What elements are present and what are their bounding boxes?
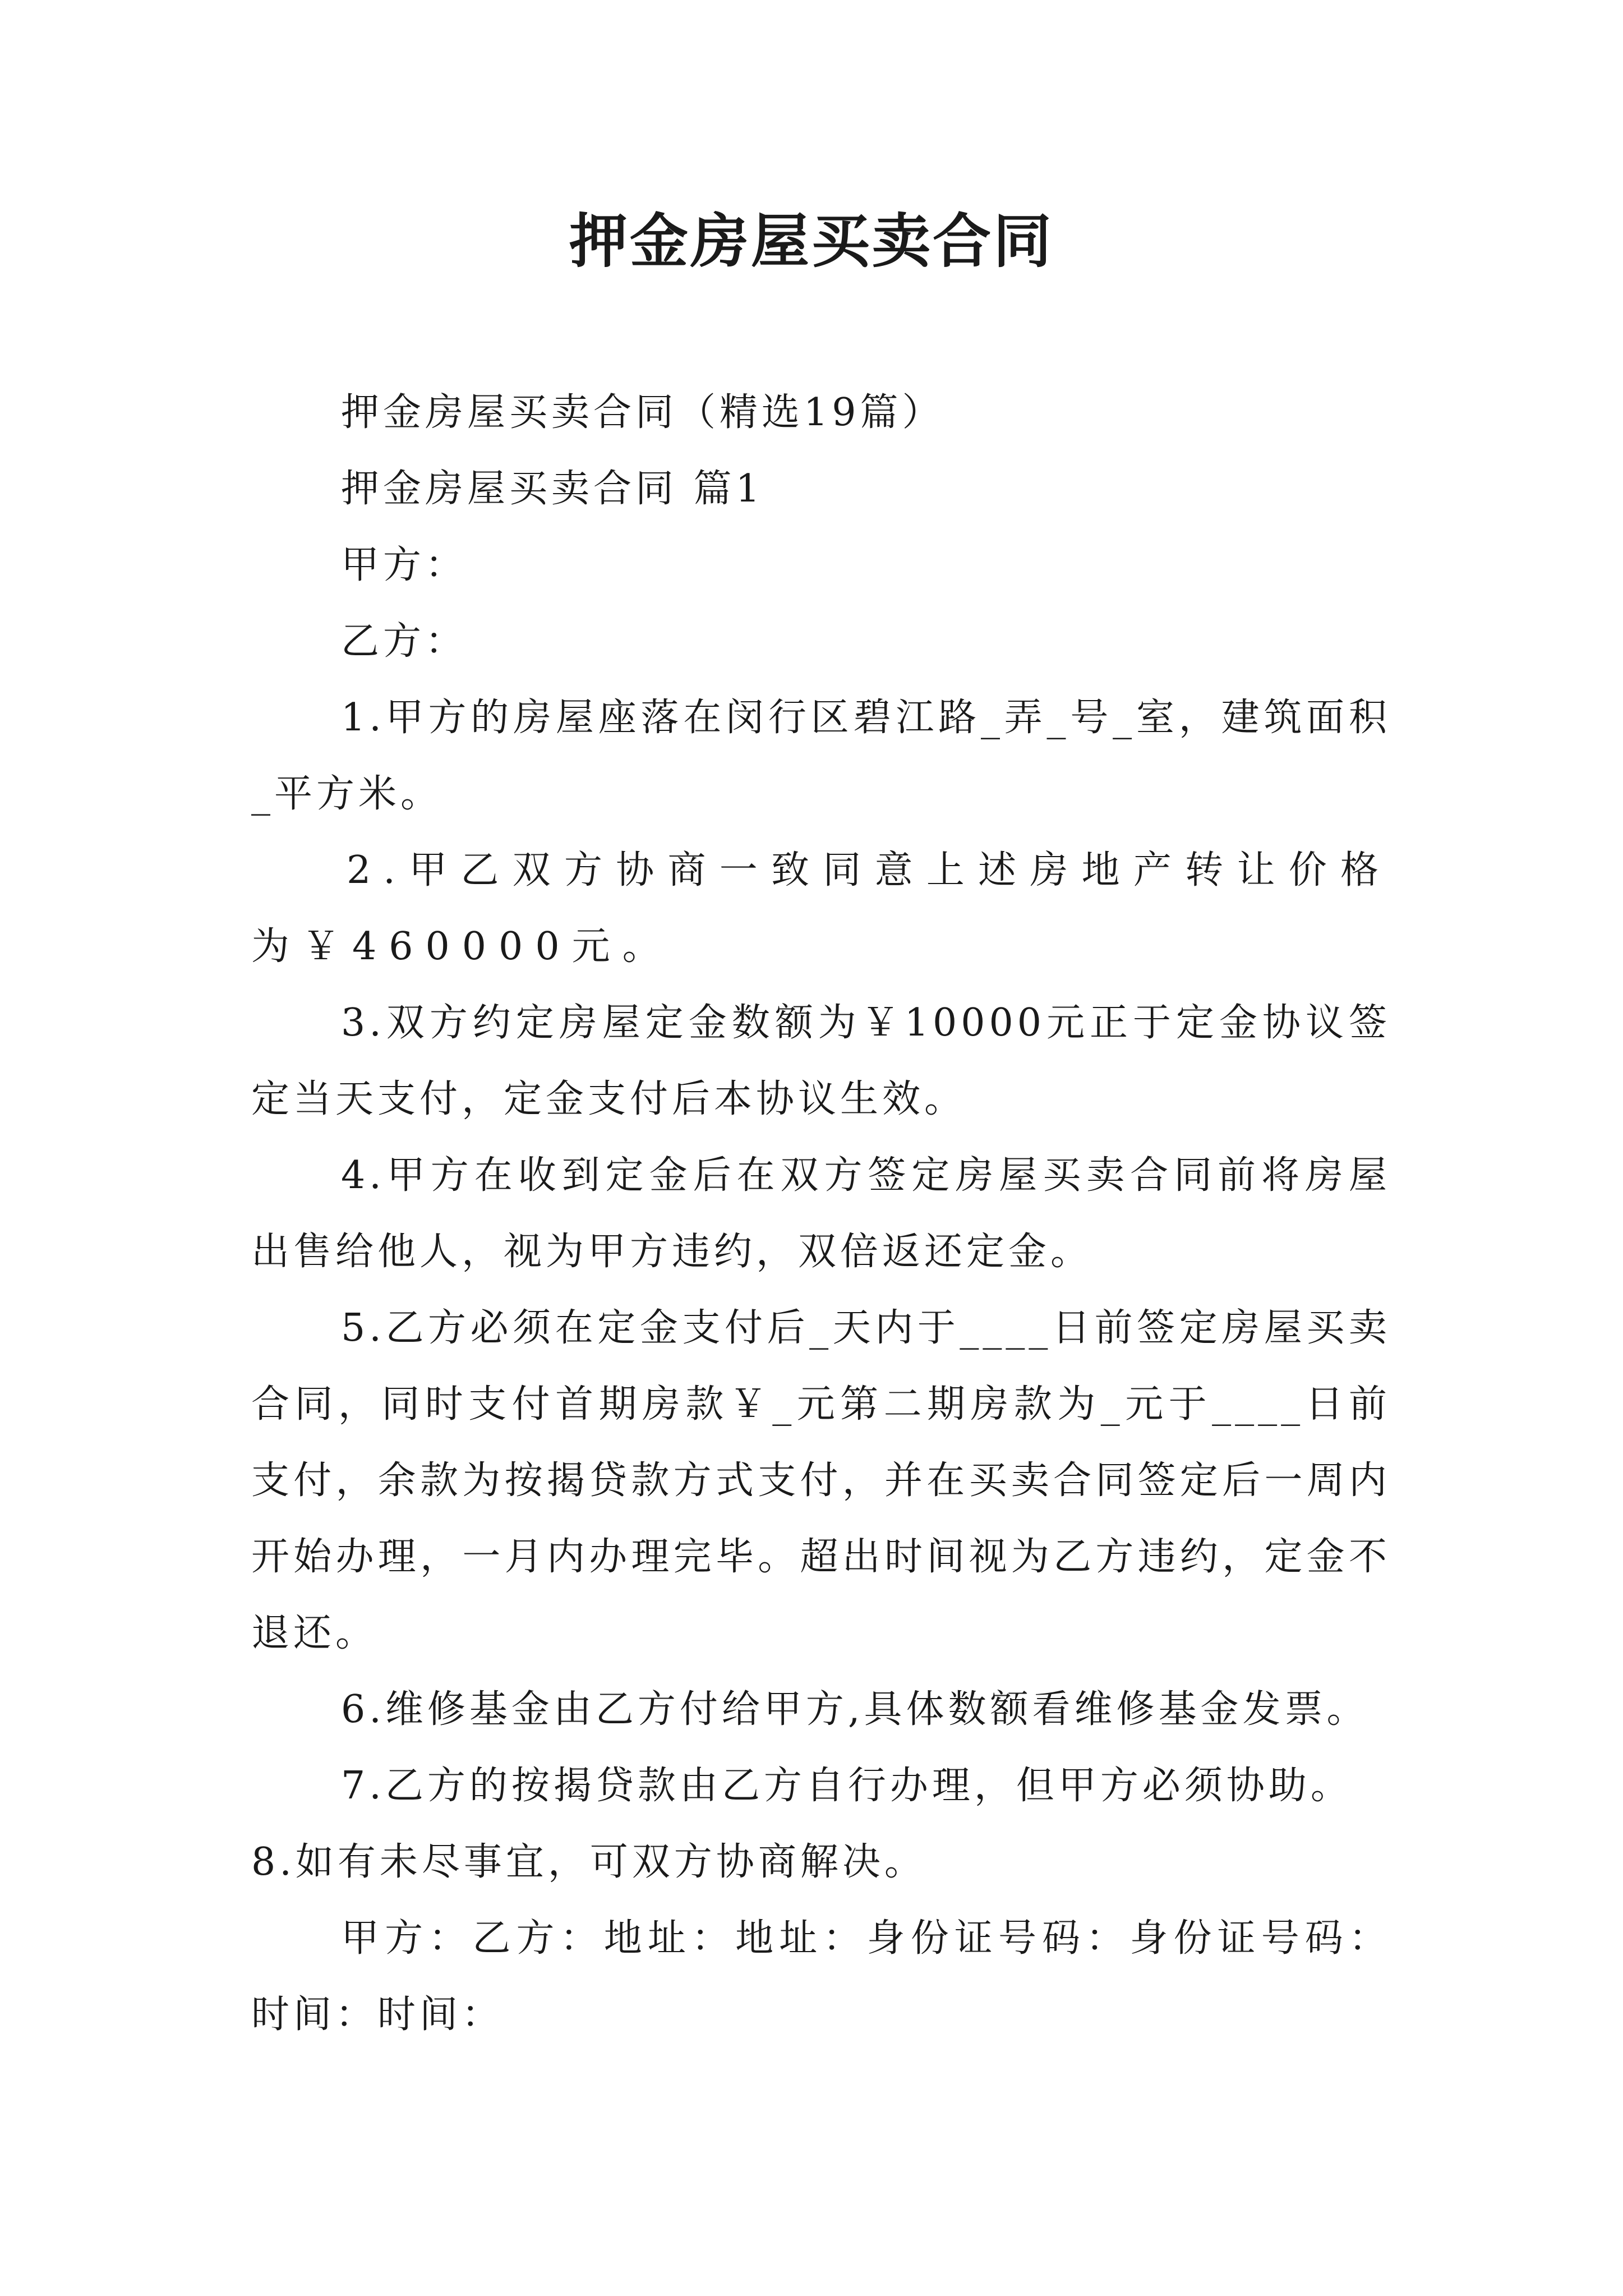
party-b-line: 乙方： — [341, 619, 468, 664]
party-a-line: 甲方： — [341, 543, 468, 587]
clause-7: 7.乙方的按揭贷款由乙方自行办理，但甲方必须协助。 — [341, 1764, 1353, 1808]
document-body — [251, 375, 1391, 2053]
clause-5: 5.乙方必须在定金支付后_天内于____日前签定房屋买卖合同，同时支付首期房款￥_元第二期房款为_元于____日前支付，余款为按揭贷款方式支付，并在买卖合同签定后一周内开始办理，一月内办理完毕。超出时间视为乙方违约，定金不退还。 — [251, 1306, 1391, 1655]
clause-2: 2.甲乙双方协商一致同意上述房地产转让价格为￥460000元。 — [251, 848, 1391, 969]
clause-8: 8.如有未尽事宜，可双方协商解决。 — [251, 1840, 926, 1884]
clause-6: 6.维修基金由乙方付给甲方,具体数额看维修基金发票。 — [341, 1687, 1369, 1732]
clause-4: 4.甲方在收到定金后在双方签定房屋买卖合同前将房屋出售给他人，视为甲方违约，双倍返还定金。 — [251, 1153, 1391, 1274]
clause-3: 3.双方约定房屋定金数额为￥10000元正于定金协议签定当天支付，定金支付后本协议生效。 — [251, 1001, 1391, 1121]
section-heading: 押金房屋买卖合同 篇1 — [341, 467, 764, 511]
signature-block: 甲方：乙方：地址：地址：身份证号码：身份证号码：时间：时间： — [251, 1916, 1391, 2037]
clause-1: 1.甲方的房屋座落在闵行区碧江路_弄_号_室，建筑面积_平方米。 — [251, 696, 1391, 816]
document-title: 押金房屋买卖合同 — [569, 206, 1054, 275]
subtitle-line: 押金房屋买卖合同（精选19篇） — [341, 390, 944, 435]
